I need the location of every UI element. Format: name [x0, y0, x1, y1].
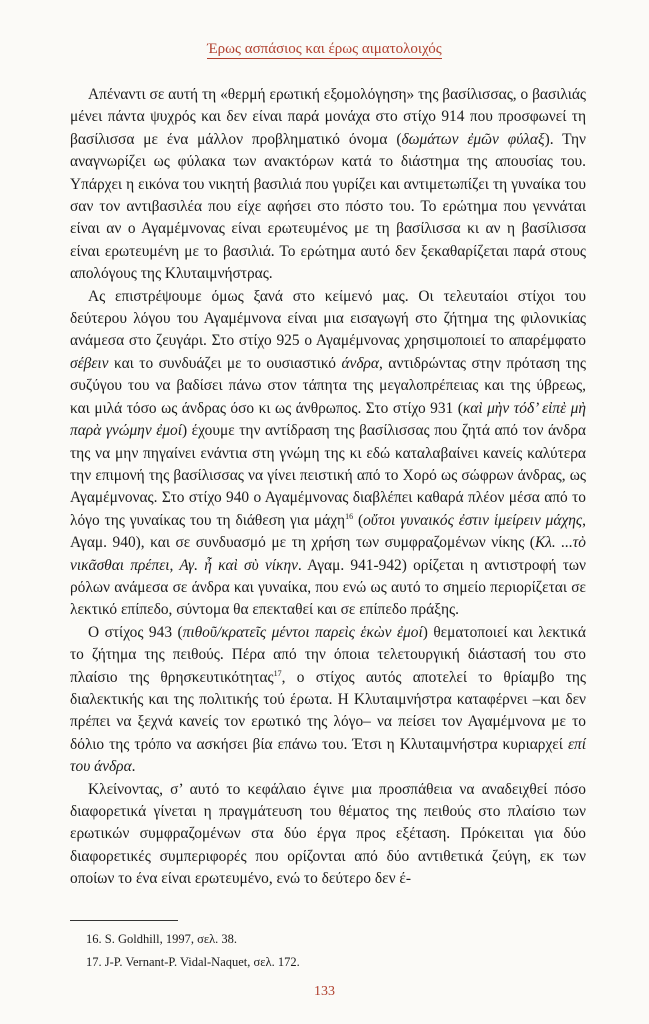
italic-quote: επί του άνδρα	[70, 735, 586, 776]
italic-quote: Κλ. ...τὸ νικᾶσθαι πρέπει, Αγ. ἦ καὶ σὺ νίκην	[70, 534, 587, 574]
italic-quote: άνδρα	[341, 354, 379, 372]
paragraph: Ας επιστρέψουμε όμως ξανά στο κείμενό μας. Οι τελευταίοι στίχοι του δεύτερου λόγου του Αγαμέμνονα είναι μια εισαγωγή στο ζήτημα της φιλονικίας ανάμεσα στο ζευγάρι. Στο στίχο 925 ο Αγαμέμνονας χρησιμοποιεί το απαρέμφατο σέβειν και το συνδυάζει με το ουσιαστικό άνδρα, αντιδρώντας στην πρόταση της συζύγου του να βαδίσει πάνω στον τάπητα της μεγαλοπρέπειας και της ύβρεως, και μιλά τόσο ως άνδρας όσο κι ως άνθρωπος. Στο στίχο 931 (καὶ μὴν τόδ’ εἰπὲ μὴ παρὰ γνώμην ἐμοί) έχουμε την αντίδραση της βασίλισσας που ζητά από τον άνδρα της να μην πηγαίνει ενάντια στη γνώμη της κι εδώ καταλαβαίνει κανείς καλύτερα την επιμονή της βασίλισσας να γίνει πειστική από το Χορό ως σώφρων άνδρας, ως Αγαμέμνονας. Στο στίχο 940 ο Αγαμέμνονας διαβλέπει καθαρά πλέον μέσα από το λόγο της γυναίκας του τη διάθεση για μάχη$^{16}$ (οὔτοι γυναικός ἐστιν ἱμείρειν μάχης, Αγαμ. 940), και σε συνδυασμό με τη χρήση των συμφραζομένων νίκης (Κλ. ...τὸ νικᾶσθαι πρέπει, Αγ. ἦ καὶ σὺ νίκην. Αγαμ. 941-942) ορίζεται η αντιστροφή των ρόλων ανάμεσα σε άνδρα και γυναίκα, που ενώ ως αυτό το σημείο περιορίζεται σε λεκτικό επίπεδο, σύντομα θα επεκταθεί και σε επίπεδο πράξης.	[70, 287, 587, 619]
paragraph: Κλείνοντας, σ’ αυτό το κεφάλαιο έγινε μια προσπάθεια να αναδειχθεί πόσο διαφορετικά γίνεται η πραγμάτευση του θέματος της πειθούς στο πλαίσιο των ερωτικών συμφραζομένων στα δύο έργα προς εξέταση. Πρόκειται για δύο διαφορετικές συμπεριφορές που ορίζονται από δύο αντιθετικά ζεύγη, εκ των οποίων το ένα είναι ερωτευμένο, ενώ το δεύτερο δεν έ-	[70, 780, 586, 888]
footnote-ref: 17	[273, 668, 282, 678]
footnote-16: 16. S. Goldhill, 1997, σελ. 38.	[86, 932, 238, 946]
footnotes	[86, 930, 566, 976]
footnote-divider	[70, 920, 178, 921]
running-title: Έρως ασπάσιος και έρως αιματολοιχός	[207, 41, 442, 57]
paragraph: Απέναντι σε αυτή τη «θερμή ερωτική εξομολόγηση» της βασίλισσας, ο βασιλιάς μένει πάντα ψυχρός και δεν είναι παρά μονάχα στο στίχο 914 που προσφωνεί τη βασίλισσα με ένα μάλλον προβληματικό όνομα (δωμάτων ἐμῶν φύλαξ). Την αναγνωρίζει ως φύλακα των ανακτόρων κατά το διάστημα της απουσίας του. Υπάρχει η εικόνα του νικητή βασιλιά που γυρίζει και αντιμετωπίζει τη γυναίκα του σαν τον αντιβασιλέα που είχε αφήσει στο πόστο του. Το ερώτημα που γεννάται είναι αν ο Αγαμέμνονας είναι ερωτευμένος με τη βασίλισσα κι αν η βασίλισσα είναι ερωτευμένη με το βασιλιά. Το ερώτημα αυτό δεν ξεκαθαρίζεται παρά στους απολόγους της Κλυταιμνήστρας.	[70, 86, 586, 283]
footnote-ref: 16	[345, 511, 354, 521]
body-text	[70, 84, 586, 891]
italic-quote: πιθοῦ/κρατεῖς μέντοι παρεὶς ἑκὼν ἐμοί	[182, 623, 423, 641]
page-number: 133	[314, 984, 335, 999]
paragraph: Ο στίχος 943 (πιθοῦ/κρατεῖς μέντοι παρεὶς ἑκὼν ἐμοί) θεματοποιεί και λεκτικά το ζήτημα της πειθούς. Πέρα από την όποια τελετουργική διάστασή του στο πλαίσιο της θρησκευτικότητας$^{17}$, ο στίχος αυτός αποτελεί το θρίαμβο της διαλεκτικής και της πολιτικής τού έρωτα. Η Κλυταιμνήστρα καταφέρνει –και δεν πρέπει να ξεχνά κανείς τον ερωτικό της λόγο– να πείσει τον Αγαμέμνονα με το δόλιο της τρόπο να ασκήσει βία επάνω του. Έτσι η Κλυταιμνήστρα κυριαρχεί επί του άνδρα.	[70, 623, 587, 776]
footnote-17: 17. J-P. Vernant-P. Vidal-Naquet, σελ. 172.	[86, 955, 300, 969]
italic-quote: δωμάτων ἐμῶν φύλαξ	[401, 130, 545, 148]
italic-quote: σέβειν	[70, 354, 109, 372]
italic-quote: καὶ μὴν τόδ’ εἰπὲ μὴ παρὰ γνώμην ἐμοί	[70, 399, 586, 440]
running-header	[0, 41, 649, 58]
italic-quote: οὔτοι γυναικός ἐστιν ἱμείρειν μάχης	[363, 511, 583, 529]
